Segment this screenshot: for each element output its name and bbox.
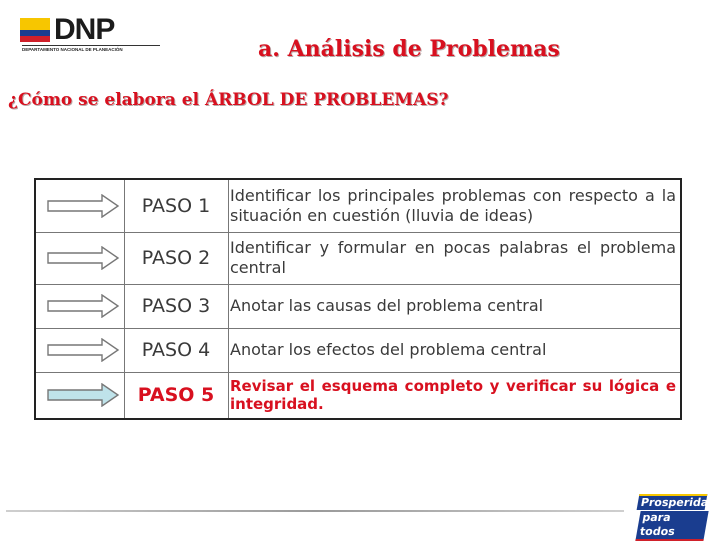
step-label: PASO 1 — [124, 180, 229, 232]
step-description: Revisar el esquema completo y verificar su lógica e integridad. — [230, 377, 676, 413]
step-description: Identificar y formular en pocas palabras el problema central — [230, 238, 676, 277]
arrow-cell — [36, 180, 124, 233]
footer-divider — [6, 510, 624, 512]
right-arrow-active-icon — [46, 383, 120, 407]
step-row-1 — [124, 180, 680, 233]
brand-line-2: para todos — [635, 511, 708, 541]
step-description: Identificar los principales problemas con respecto a la situación en cuestión (lluvia de ideas) — [230, 186, 676, 225]
step-description: Anotar los efectos del problema central — [230, 340, 547, 359]
step-row-2 — [124, 232, 680, 285]
arrow-cell — [36, 284, 124, 329]
prosperidad-logo — [638, 494, 718, 538]
right-arrow-icon — [46, 246, 120, 270]
arrow-cell — [36, 372, 124, 418]
right-arrow-icon — [46, 194, 120, 218]
arrow-cell — [36, 232, 124, 285]
right-arrow-icon — [46, 294, 120, 318]
page-title: a. Análisis de Problemas — [258, 36, 560, 62]
step-label: PASO 4 — [124, 328, 229, 372]
arrows-column — [36, 180, 125, 418]
brand-line-1: Prosperidad — [637, 494, 708, 510]
step-label: PASO 2 — [124, 232, 229, 284]
step-row-5 — [124, 372, 680, 418]
right-arrow-icon — [46, 338, 120, 362]
step-label: PASO 3 — [124, 284, 229, 328]
step-description: Anotar las causas del problema central — [230, 296, 544, 315]
step-row-4 — [124, 328, 680, 373]
step-label: PASO 5 — [124, 372, 229, 418]
dnp-logo — [20, 14, 160, 54]
logo-name: DNP — [54, 13, 115, 46]
colombia-flag-icon — [20, 18, 50, 42]
logo-subtitle: DEPARTAMENTO NACIONAL DE PLANEACIÓN — [22, 45, 160, 52]
page-subtitle: ¿Cómo se elabora el ÁRBOL DE PROBLEMAS? — [8, 90, 449, 110]
arrow-cell — [36, 328, 124, 373]
step-row-3 — [124, 284, 680, 329]
steps-table — [34, 178, 682, 420]
